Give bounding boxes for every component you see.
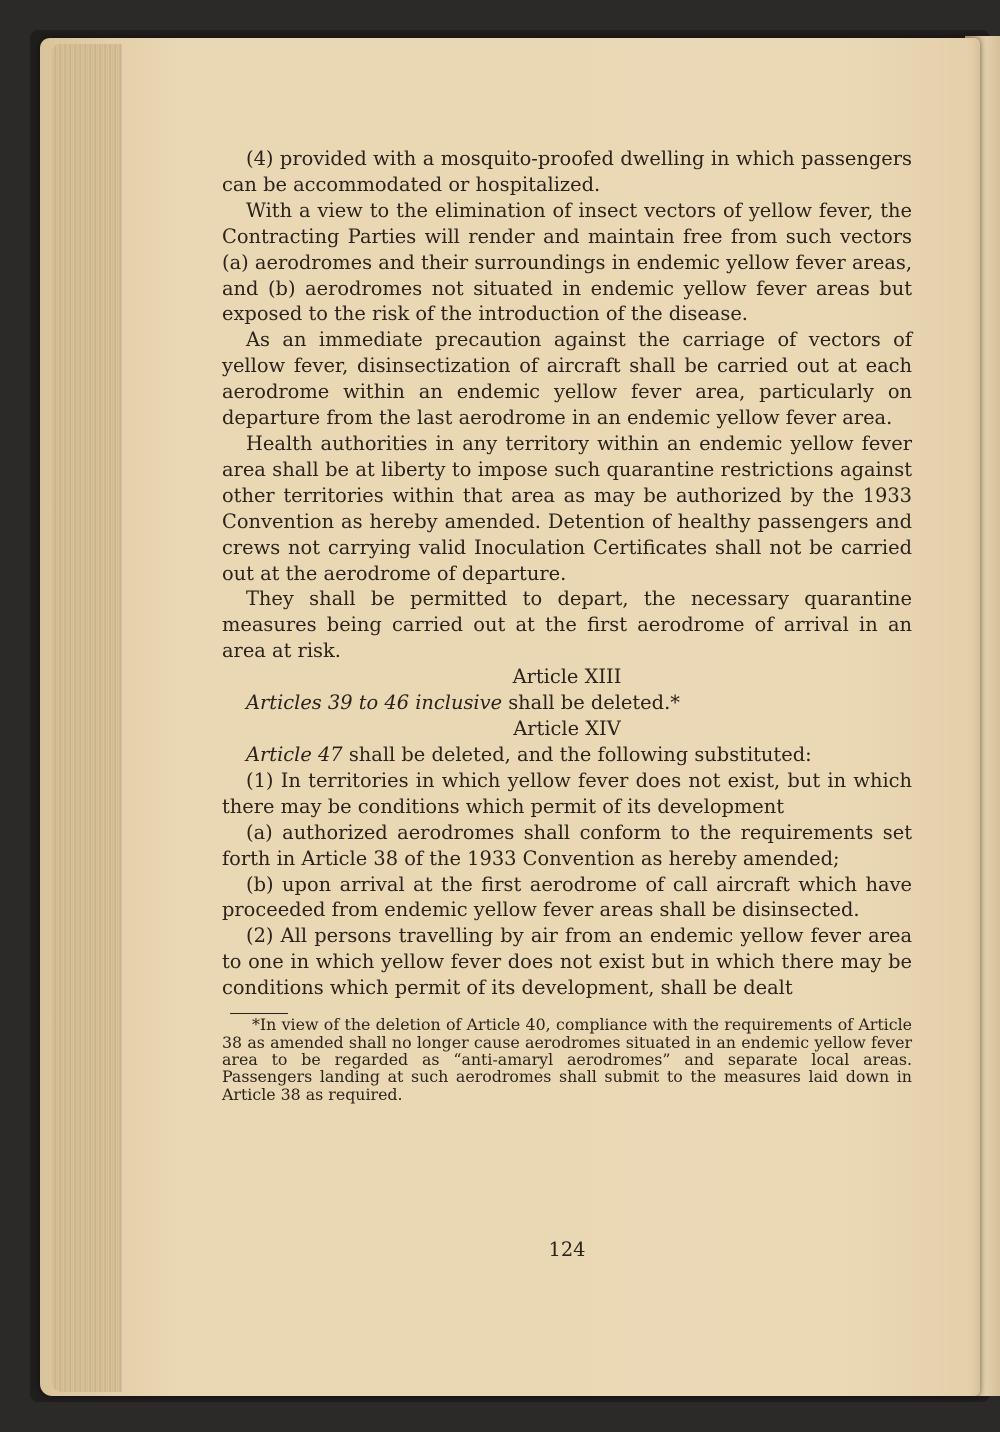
article-xiv-para-b: (b) upon arrival at the first aerodrome of call aircraft which have proceeded from endemic yellow fever areas shall be disinsected. — [222, 872, 912, 922]
article-xiv-para-2: (2) All persons travelling by air from an endemic yellow fever area to one in which yellow fever does not exist but in which there may be conditions which permit of its development, shall be dealt — [222, 924, 912, 1000]
article-xiii-body: shall be deleted.* — [502, 691, 680, 715]
paragraph-3: As an immediate precaution against the carriage of vectors of yellow fever, disinsectization of aircraft shall be carried out at each aerodrome within an endemic yellow fever area, particularly on departure from the last aerodrome in an endemic yellow fever area. — [222, 328, 912, 430]
page-number: 124 — [548, 1238, 586, 1261]
paragraph-4: Health authorities in any territory within an endemic yellow fever area shall be at liberty to impose such quarantine restrictions against other territories within that area as may be authorized by the 1933 Convention as hereby amended. Detention of healthy passengers and crews not carrying valid Inoculation Certificates shall not be carried out at the aerodrome of departure. — [222, 431, 912, 585]
article-xiii-heading: Article XIII — [512, 665, 622, 689]
page-stack-edges — [52, 44, 122, 1392]
article-xiv-ref: Article 47 — [246, 743, 343, 767]
article-xiv-heading: Article XIV — [513, 717, 621, 741]
paragraph-1: (4) provided with a mosquito-proofed dwelling in which passengers can be accommodated or hospitalized. — [222, 147, 912, 196]
article-xiv-para-a: (a) authorized aerodromes shall conform to the requirements set forth in Article 38 of the 1933 Convention as hereby amended; — [222, 820, 912, 870]
page-text — [222, 146, 912, 1103]
article-xiii-text — [222, 690, 912, 716]
footnote-rule — [230, 1013, 288, 1014]
article-xiv-text — [222, 742, 912, 768]
article-xiv-para-1: (1) In territories in which yellow fever does not exist, but in which there may be conditions which permit of its development — [222, 768, 912, 818]
footnote: *In view of the deletion of Article 40, compliance with the requirements of Article 38 as amended shall no longer cause aerodromes situated in an endemic yellow fever area to be regarded as “anti-amaryl aerodromes” and separate local areas. Passengers landing at such aerodromes shall submit to the measures laid down in Article 38 as required. — [222, 1015, 912, 1104]
article-xiv-body: shall be deleted, and the following substituted: — [342, 743, 812, 767]
article-xiii-ref: Articles 39 to 46 inclusive — [246, 691, 503, 715]
paragraph-5: They shall be permitted to depart, the necessary quarantine measures being carried out at the first aerodrome of arrival in an area at risk. — [222, 587, 912, 663]
paragraph-2: With a view to the elimination of insect vectors of yellow fever, the Contracting Parties will render and maintain free from such vectors (a) aerodromes and their surroundings in endemic yellow fever areas, and (b) aerodromes not situated in endemic yellow fever areas but exposed to the risk of the introduction of the disease. — [222, 198, 912, 326]
